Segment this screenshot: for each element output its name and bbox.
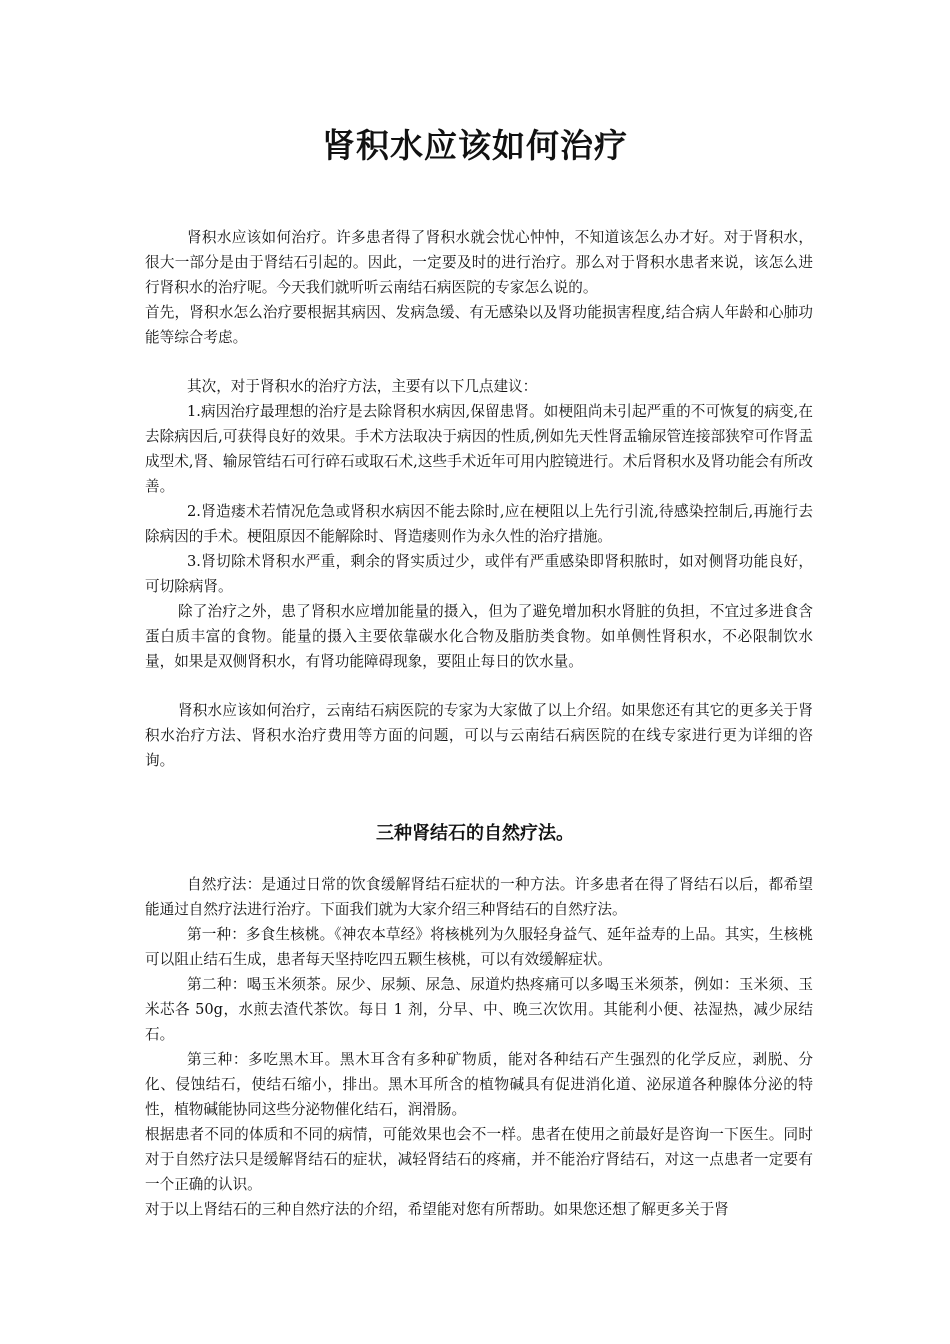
paragraph-item-1: 1.病因治疗最理想的治疗是去除肾积水病因,保留患肾。如梗阻尚未引起严重的不可恢复的病变,在去除病因后,可获得良好的效果。手术方法取决于病因的性质,例如先天性肾盂输尿管连接部狭窄可作肾盂成型术,肾、输尿管结石可行碎石或取石术,这些手术近年可用内腔镜进行。术后肾积水及肾功能会有所改善。 xyxy=(145,403,813,495)
paragraph-note: 根据患者不同的体质和不同的病情，可能效果也会不一样。患者在使用之前最好是咨询一下医生。同时对于自然疗法只是缓解肾结石的症状，减轻肾结石的疼痛，并不能治疗肾结石，对这一点患者一定要有一个正确的认识。 xyxy=(145,1126,813,1193)
paragraph-item-3: 3.肾切除术肾积水严重，剩余的肾实质过少，或伴有严重感染即肾积脓时，如对侧肾功能良好，可切除病肾。 xyxy=(145,553,813,595)
section-treatment-methods xyxy=(145,374,813,674)
paragraph-diet: 除了治疗之外，患了肾积水应增加能量的摄入，但为了避免增加积水肾脏的负担，不宜过多进食含蛋白质丰富的食物。能量的摄入主要依靠碳水化合物及脂肪类食物。如单侧性肾积水，不必限制饮水量，如果是双侧肾积水，有肾功能障碍现象，要阻止每日的饮水量。 xyxy=(145,603,813,670)
document-title: 肾积水应该如何治疗 xyxy=(322,126,628,165)
paragraph-method-3: 第三种：多吃黑木耳。黑木耳含有多种矿物质，能对各种结石产生强烈的化学反应，剥脱、分化、侵蚀结石，使结石缩小，排出。黑木耳所含的植物碱具有促进消化道、泌尿道各种腺体分泌的特性，植物碱能协同这些分泌物催化结石，润滑肠。 xyxy=(145,1051,813,1118)
section-heading-natural-remedies: 三种肾结石的自然疗法。 xyxy=(376,823,574,844)
paragraph-second: 其次，对于肾积水的治疗方法，主要有以下几点建议： xyxy=(187,378,538,395)
paragraph-first: 首先，肾积水怎么治疗要根据其病因、发病急缓、有无感染以及肾功能损害程度,结合病人年龄和心肺功能等综合考虑。 xyxy=(145,304,813,346)
paragraph-method-2: 第二种：喝玉米须茶。尿少、尿频、尿急、尿道灼热疼痛可以多喝玉米须茶，例如：玉米须、玉米芯各 50g，水煎去渣代茶饮。每日 1 剂，分早、中、晚三次饮用。其能利小便、祛湿热，减少尿结石。 xyxy=(145,976,813,1043)
paragraph-intro: 肾积水应该如何治疗。许多患者得了肾积水就会忧心忡忡，不知道该怎么办才好。对于肾积水，很大一部分是由于肾结石引起的。因此，一定要及时的进行治疗。那么对于肾积水患者来说，该怎么进行肾积水的治疗呢。今天我们就听听云南结石病医院的专家怎么说的。 xyxy=(145,229,813,296)
section-conclusion xyxy=(145,698,813,773)
paragraph-item-2: 2.肾造瘘术若情况危急或肾积水病因不能去除时,应在梗阻以上先行引流,待感染控制后,再施行去除病因的手术。梗阻原因不能解除时、肾造瘘则作为永久性的治疗措施。 xyxy=(145,503,813,545)
paragraph-method-1: 第一种：多食生核桃。《神农本草经》将核桃列为久服轻身益气、延年益寿的上品。其实，生核桃可以阻止结石生成，患者每天坚持吃四五颗生核桃，可以有效缓解症状。 xyxy=(145,926,813,968)
paragraph-closing: 对于以上肾结石的三种自然疗法的介绍，希望能对您有所帮助。如果您还想了解更多关于肾 xyxy=(145,1201,729,1218)
section-kidney-hydronephrosis-intro xyxy=(145,225,813,350)
paragraph-natural-intro: 自然疗法：是通过日常的饮食缓解肾结石症状的一种方法。许多患者在得了肾结石以后，都希望能通过自然疗法进行治疗。下面我们就为大家介绍三种肾结石的自然疗法。 xyxy=(145,876,813,918)
section-natural-remedies xyxy=(145,872,813,1222)
paragraph-conclusion: 肾积水应该如何治疗，云南结石病医院的专家为大家做了以上介绍。如果您还有其它的更多关于肾积水治疗方法、肾积水治疗费用等方面的问题，可以与云南结石病医院的在线专家进行更为详细的咨询。 xyxy=(145,702,813,769)
